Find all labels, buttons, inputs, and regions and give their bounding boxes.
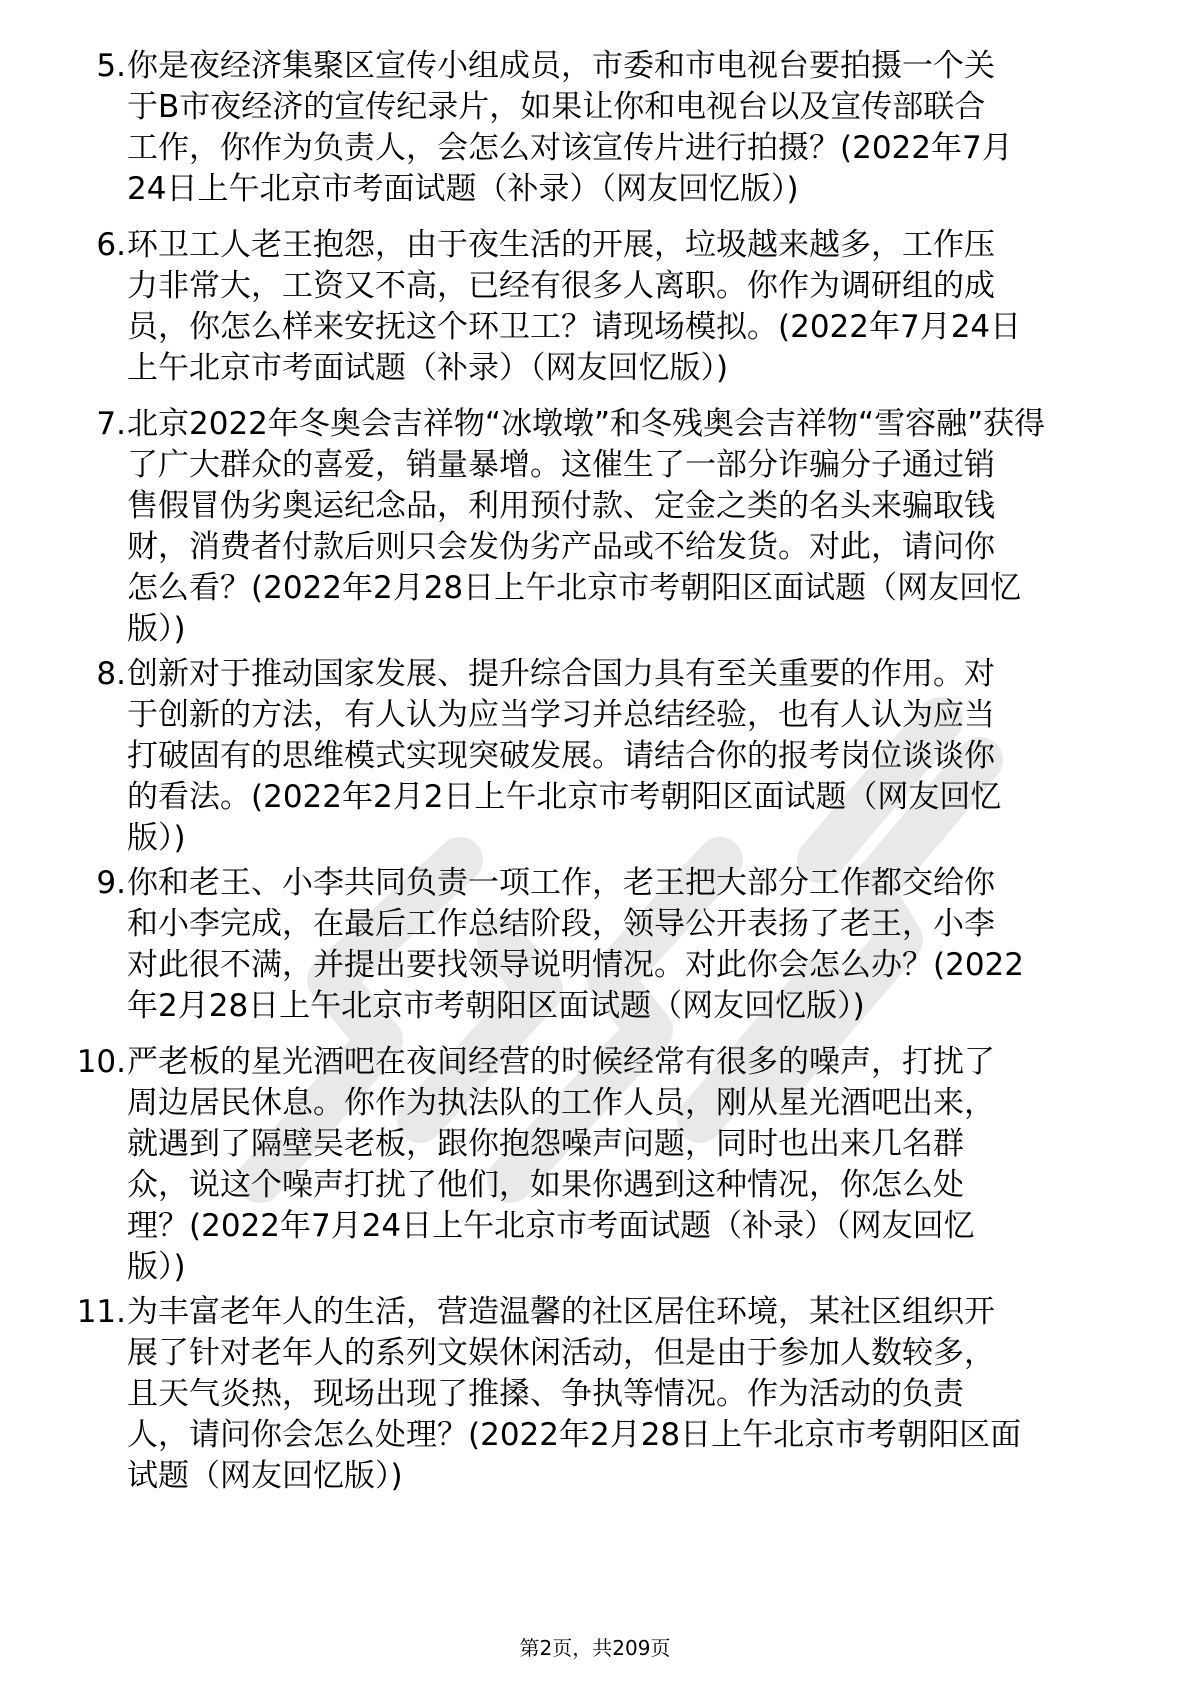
question-text: 为丰富老年人的生活，营造温馨的社区居住环境，某社区组织开 展了针对老年人的系列文娱休闲活动，但是由于参加人数较多， 且天气炎热，现场出现了推搡、争执等情况。作为活动的负责 人，请问你会怎么处理？(2022年2月28日上午北京市考朝阳区面 试题（网友回忆版）) <box>127 1294 1022 1494</box>
question-text: 创新对于推动国家发展、提升综合国力具有至关重要的作用。对 于创新的方法，有人认为应当学习并总结经验，也有人认为应当 打破固有的思维模式实现突破发展。请结合你的报考岗位谈谈你 的看法。(2022年2月2日上午北京市考朝阳区面试题（网友回忆 版）) <box>127 656 1002 856</box>
page-footer: 第2页，共209页 <box>519 1636 671 1660</box>
question-text: 北京2022年冬奥会吉祥物“冰墩墩”和冬残奥会吉祥物“雪容融”获得 了广大群众的喜爱，销量暴增。这催生了一部分诈骗分子通过销 售假冒伪劣奥运纪念品，利用预付款、定金之类的名头来骗取钱 财，消费者付款后则只会发伪劣产品或不给发货。对此，请问你 怎么看？(2022年2月28日上午北京市考朝阳区面试题（网友回忆 版）) <box>127 406 1046 647</box>
question-text: 你和老王、小李共同负责一项工作，老王把大部分工作都交给你 和小李完成，在最后工作总结阶段，领导公开表扬了老王，小李 对此很不满，并提出要找领导说明情况。对此你会怎么办？(2022 年2月28日上午北京市考朝阳区面试题（网友回忆版）) <box>127 865 1024 1024</box>
question-number: 5. <box>96 48 126 84</box>
question-number: 7. <box>96 406 126 442</box>
question-number: 9. <box>96 865 126 901</box>
question-number: 8. <box>96 656 126 692</box>
question-text: 你是夜经济集聚区宣传小组成员，市委和市电视台要拍摄一个关 于B市夜经济的宣传纪录片，如果让你和电视台以及宣传部联合 工作，你作为负责人，会怎么对该宣传片进行拍摄？(2022年7月 24日上午北京市考面试题（补录）（网友回忆版）) <box>127 48 1013 207</box>
question-text: 严老板的星光酒吧在夜间经营的时候经常有很多的噪声，打扰了 周边居民休息。你作为执法队的工作人员，刚从星光酒吧出来， 就遇到了隔壁吴老板，跟你抱怨噪声问题，同时也出来几名群 众，说这个噪声打扰了他们，如果你遇到这种情况，你怎么处 理？(2022年7月24日上午北京市考面试题（补录）（网友回忆 版）) <box>127 1044 995 1285</box>
question-number: 10. <box>76 1044 126 1080</box>
question-text: 环卫工人老王抱怨，由于夜生活的开展，垃圾越来越多，工作压 力非常大，工资又不高，已经有很多人离职。你作为调研组的成 员，你怎么样来安抚这个环卫工？请现场模拟。(2022年7月24日 上午北京市考面试题（补录）（网友回忆版）) <box>127 227 1022 386</box>
question-number: 11. <box>76 1294 126 1330</box>
question-number: 6. <box>96 227 126 263</box>
